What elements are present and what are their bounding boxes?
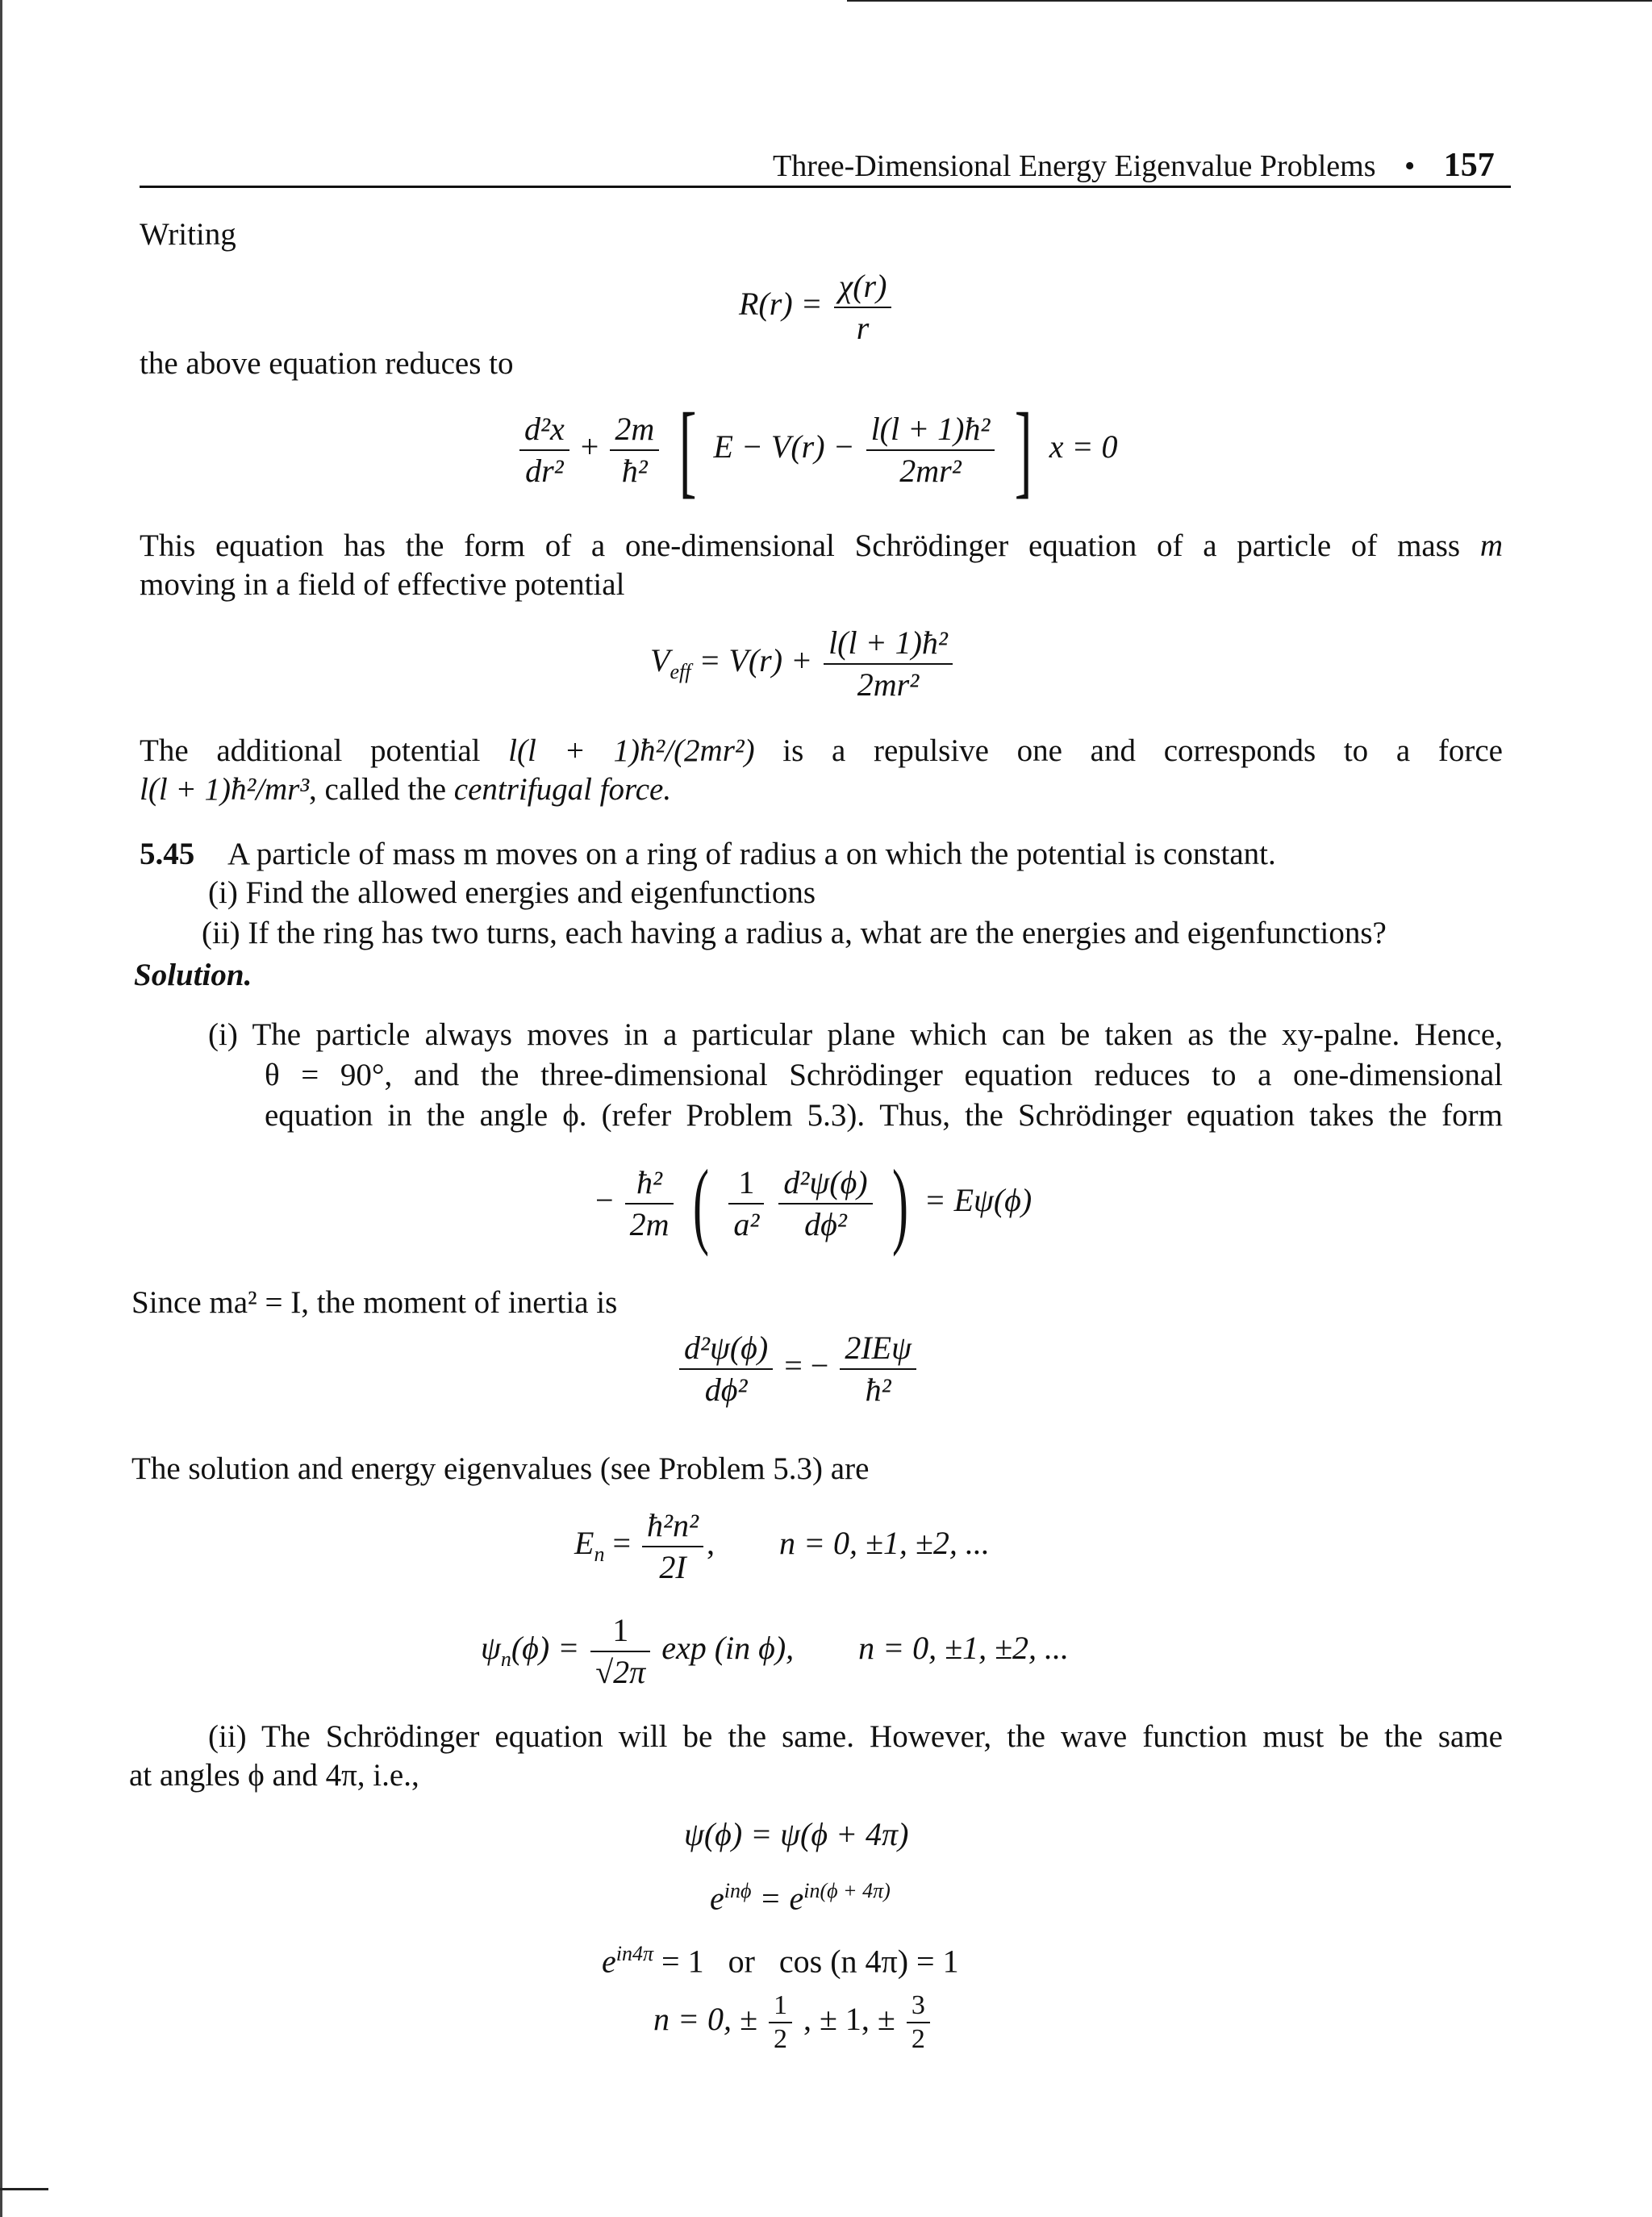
eq-En-range: n = 0, ±1, ±2, ... bbox=[778, 1525, 990, 1562]
eq-veff-num: l(l + 1)ħ² bbox=[824, 623, 953, 665]
eq-psi-range: n = 0, ±1, ±2, ... bbox=[858, 1630, 1070, 1667]
equation-psi-n bbox=[481, 1610, 1069, 1693]
additional-paragraph-line1 bbox=[140, 731, 1503, 771]
eq-En-sub: n bbox=[594, 1543, 605, 1567]
eq-radial-frac1 bbox=[519, 409, 569, 491]
solution-ii-line1: (ii) The Schrödinger equation will be the same. However, the wave function must be the same bbox=[208, 1719, 1503, 1754]
eq-n-half-den: 2 bbox=[773, 2024, 787, 2054]
eq-veff-mid: = V(r) + bbox=[699, 642, 813, 679]
equation-schrodinger-ring bbox=[595, 1150, 1032, 1257]
eq-En-comma: , bbox=[706, 1525, 715, 1562]
equation-bc2 bbox=[710, 1872, 891, 1918]
eq-mi-den: dϕ² bbox=[704, 1372, 748, 1408]
header-rule bbox=[140, 186, 1511, 188]
eq-veff-den: 2mr² bbox=[857, 666, 920, 703]
equation-bc3 bbox=[602, 1935, 959, 1981]
eq-se-minus: − bbox=[595, 1182, 614, 1219]
eq-radial-den: 2mr² bbox=[899, 453, 962, 489]
eq-n-frac-3half bbox=[907, 1989, 930, 2056]
top-scan-edge bbox=[847, 0, 1652, 2]
eq-radial-rbracket: ] bbox=[1015, 392, 1032, 508]
eq-psi-exp: exp (in ϕ), bbox=[661, 1630, 795, 1667]
eq-bc2-sup2: in(ϕ + 4π) bbox=[803, 1879, 891, 1902]
page-number: 157 bbox=[1443, 147, 1495, 184]
since-text: Since ma² = I, the moment of inertia is bbox=[131, 1285, 618, 1320]
eq-n-half-num: 1 bbox=[769, 1989, 792, 2023]
header-bullet: • bbox=[1404, 149, 1416, 183]
form-paragraph-line2: moving in a field of effective potential bbox=[140, 567, 625, 602]
equation-n-values bbox=[653, 1989, 933, 2056]
problem-statement: A particle of mass m moves on a ring of radius a on which the potential is constant. bbox=[227, 837, 1276, 871]
eq-En-den: 2I bbox=[659, 1549, 686, 1585]
eq-radial-lbracket: [ bbox=[679, 392, 697, 508]
eq-bc2-e2: e bbox=[789, 1880, 804, 1917]
eq-psi-arg: (ϕ) = bbox=[511, 1630, 580, 1667]
eq-psi-den: √2π bbox=[595, 1654, 646, 1690]
eq-n-frac-half bbox=[769, 1989, 792, 2056]
eq-mi-den2: ħ² bbox=[865, 1372, 891, 1408]
eq-radial-plus: + bbox=[580, 428, 599, 466]
additional-paragraph-line2 bbox=[140, 771, 671, 808]
eq-radial-hbar2: ħ² bbox=[621, 453, 648, 489]
eq-radial-2m: 2m bbox=[610, 409, 659, 451]
eq-psi-sub: n bbox=[500, 1647, 511, 1672]
eq-se-1: 1 bbox=[728, 1163, 764, 1205]
eq-mi-num: d²ψ(ϕ) bbox=[679, 1328, 773, 1370]
solution-i-line1: (i) The particle always moves in a particular plane which can be taken as the xy-palne. Hence, bbox=[208, 1017, 1503, 1052]
eq-R-lhs: R(r) = bbox=[739, 286, 823, 323]
bottom-left-mark bbox=[0, 2188, 48, 2190]
eq-mi-eq: = − bbox=[784, 1347, 829, 1384]
eq-mi-frac2 bbox=[840, 1328, 916, 1410]
problem-part-i: (i) Find the allowed energies and eigenfunctions bbox=[208, 875, 816, 910]
eq-radial-EV: E − V(r) − bbox=[713, 428, 855, 466]
solution-i-line3: equation in the angle ϕ. (refer Problem 5.3). Thus, the Schrödinger equation takes the form bbox=[265, 1098, 1503, 1133]
writing-text: Writing bbox=[140, 217, 236, 252]
eq-se-rparen: ) bbox=[891, 1150, 908, 1257]
eq-bc3-rest: = 1 or cos (n 4π) = 1 bbox=[661, 1943, 959, 1980]
eq-n-lhs: n = 0, ± bbox=[653, 2001, 757, 2038]
running-title: Three-Dimensional Energy Eigenvalue Problems bbox=[773, 149, 1376, 183]
eq-radial-num: l(l + 1)ħ² bbox=[866, 409, 995, 451]
solution-label: Solution. bbox=[134, 958, 252, 992]
eq-psi-psi: ψ bbox=[481, 1630, 501, 1667]
eq-se-d2psi: d²ψ(ϕ) bbox=[778, 1163, 872, 1205]
additional-line1-b: is a repulsive one and corresponds to a force bbox=[782, 733, 1503, 768]
eq-radial-rhs: x = 0 bbox=[1049, 428, 1118, 466]
eq-se-frac2 bbox=[728, 1163, 764, 1245]
eq-bc3-e: e bbox=[602, 1943, 616, 1980]
eq-se-a2: a² bbox=[733, 1206, 760, 1242]
eq-n-3half-den: 2 bbox=[911, 2024, 925, 2054]
additional-line1-expr: l(l + 1)ħ²/(2mr²) bbox=[508, 733, 755, 768]
solution-energy-text: The solution and energy eigenvalues (see Problem 5.3) are bbox=[131, 1451, 870, 1486]
eq-bc2-e1: e bbox=[710, 1880, 724, 1917]
eq-R-frac bbox=[834, 266, 892, 349]
eq-se-lparen: ( bbox=[693, 1150, 710, 1257]
equation-veff bbox=[650, 623, 956, 705]
problem-part-ii: (ii) If the ring has two turns, each having a radius a, what are the energies and eigenfunctions? bbox=[202, 916, 1387, 950]
eq-bc3-sup: in4π bbox=[615, 1942, 654, 1965]
eq-En-frac bbox=[642, 1505, 703, 1588]
eq-veff-V: V bbox=[650, 642, 670, 679]
eq-radial-frac2 bbox=[610, 409, 659, 491]
eq-bc2-eq: = bbox=[759, 1880, 782, 1917]
eq-se-hbar2: ħ² bbox=[625, 1163, 674, 1205]
additional-line2-a: , called the bbox=[309, 772, 447, 807]
solution-i-line2: θ = 90°, and the three-dimensional Schrödinger equation reduces to a one-dimensional bbox=[265, 1058, 1503, 1092]
eq-radial-d2x: d²x bbox=[519, 409, 569, 451]
eq-se-rhs: = Eψ(ϕ) bbox=[924, 1182, 1032, 1219]
left-scan-edge bbox=[0, 0, 2, 2217]
eq-bc2-sup1: inϕ bbox=[724, 1879, 752, 1902]
eq-n-mid: , ± 1, ± bbox=[803, 2001, 895, 2038]
reduces-text: the above equation reduces to bbox=[140, 346, 514, 381]
equation-En bbox=[574, 1505, 990, 1588]
equation-R bbox=[739, 266, 895, 349]
eq-En-E: E bbox=[574, 1525, 594, 1562]
problem-number: 5.45 bbox=[140, 837, 195, 871]
eq-psi-frac bbox=[590, 1610, 650, 1693]
additional-line2-b: centrifugal force. bbox=[453, 772, 672, 807]
equation-bc1: ψ(ϕ) = ψ(ϕ + 4π) bbox=[684, 1816, 909, 1852]
eq-se-frac1 bbox=[625, 1163, 674, 1245]
running-header bbox=[773, 147, 1495, 185]
equation-radial bbox=[516, 392, 1118, 508]
eq-R-den: r bbox=[856, 310, 870, 346]
eq-veff-sub: eff bbox=[670, 660, 691, 684]
form-line1-text: This equation has the form of a one-dimensional Schrödinger equation of a particle of mass bbox=[140, 528, 1461, 563]
eq-se-frac3 bbox=[778, 1163, 872, 1245]
eq-psi-num: 1 bbox=[590, 1610, 650, 1652]
eq-R-num: χ(r) bbox=[834, 266, 892, 308]
equation-moment-inertia bbox=[676, 1328, 920, 1410]
eq-radial-frac3 bbox=[866, 409, 995, 491]
additional-line2-expr: l(l + 1)ħ²/mr³ bbox=[140, 772, 310, 807]
eq-se-dphi2: dϕ² bbox=[804, 1206, 847, 1242]
eq-En-eq: = bbox=[612, 1525, 631, 1562]
form-line1-m: m bbox=[1479, 528, 1503, 563]
eq-mi-num2: 2IEψ bbox=[840, 1328, 916, 1370]
eq-radial-dr2: dr² bbox=[525, 453, 564, 489]
eq-mi-frac1 bbox=[679, 1328, 773, 1410]
eq-se-2m: 2m bbox=[629, 1206, 670, 1242]
solution-ii-line2: at angles ϕ and 4π, i.e., bbox=[129, 1758, 419, 1793]
additional-line1-a: The additional potential bbox=[140, 733, 481, 768]
eq-veff-frac bbox=[824, 623, 953, 705]
eq-n-3half-num: 3 bbox=[907, 1989, 930, 2023]
form-paragraph-line1 bbox=[140, 526, 1503, 566]
eq-En-num: ħ²n² bbox=[642, 1505, 703, 1547]
